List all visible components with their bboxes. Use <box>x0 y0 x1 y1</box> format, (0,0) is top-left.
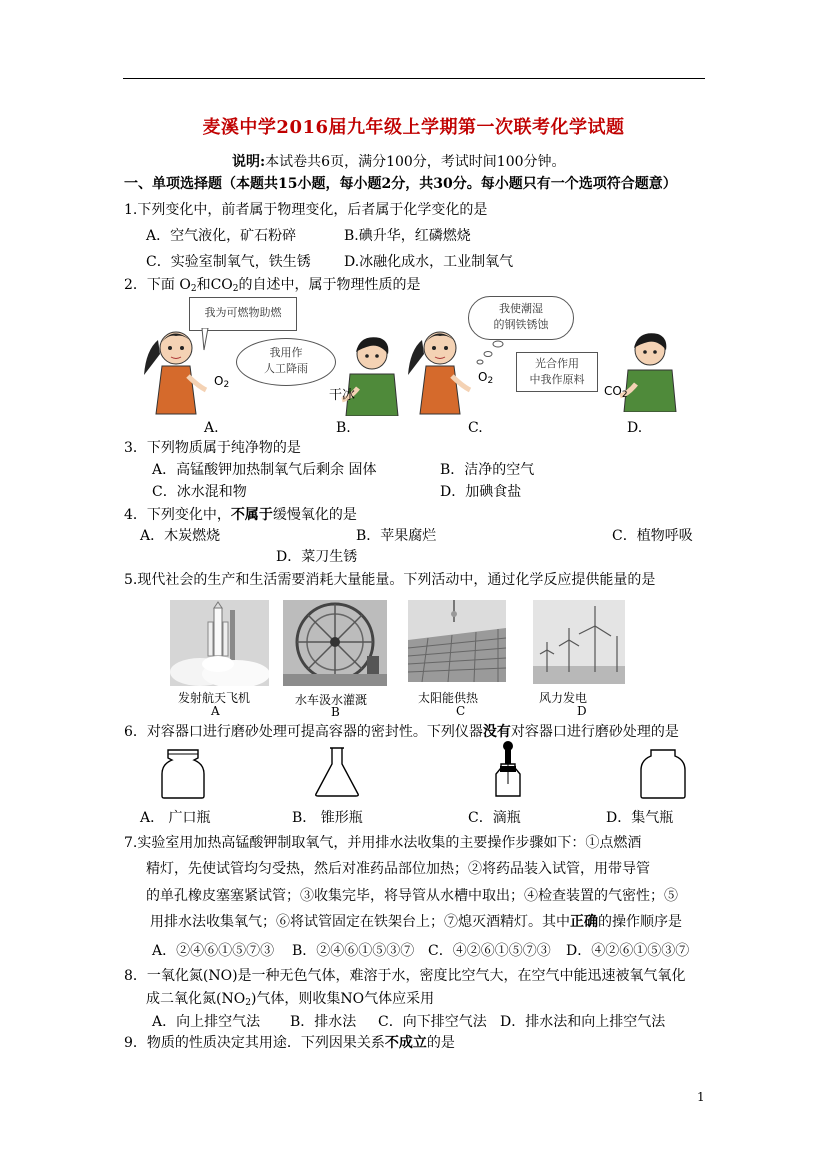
q2-bubble-d <box>516 352 598 392</box>
q7-line4 <box>150 911 682 931</box>
exam-note-text: 本试卷共6页，满分100分，考试时间100分钟。 <box>265 154 566 170</box>
q8-line2-pre: 成二氧化氮(NO <box>146 991 246 1007</box>
q5-caption-c: 太阳能供热 <box>418 691 479 705</box>
q5-caption-d: 风力发电 <box>539 691 588 705</box>
q2-girl-c-illustration <box>404 320 472 416</box>
q2-sub1: 2 <box>190 284 197 294</box>
q6-option-b: B． 锥形瓶 <box>292 810 363 826</box>
q2-bubble-d-line1: 光合作用 <box>535 357 579 370</box>
q6-stem-pre: 6．对容器口进行磨砂处理可提高容器的密封性。下列仪器 <box>124 724 483 740</box>
q3-stem: 3．下列物质属于纯净物的是 <box>124 440 301 456</box>
q2-bubble-a-text: 我为可燃物助燃 <box>204 306 282 319</box>
q1-option-d: D.冰融化成水，工业制氧气 <box>344 254 514 270</box>
section-heading: 一、单项选择题（本题共15小题，每小题2分，共30分。每小题只有一个选项符合题意） <box>124 176 677 192</box>
q2-label-a: A. <box>204 420 219 436</box>
q5-letter-b: B <box>331 705 340 719</box>
q2-tag-a-text: O <box>214 374 224 388</box>
q3-option-d: D．加碘食盐 <box>440 484 522 500</box>
q9-stem <box>124 1032 455 1052</box>
q9-stem-pre: 9．物质的性质决定其用途．下列因果关系 <box>124 1035 385 1051</box>
q5-letter-c: C <box>456 704 466 718</box>
q8-option-a: A．向上排空气法 <box>152 1014 261 1030</box>
page-number: 1 <box>697 1090 705 1104</box>
q2-bubble-b-line2: 人工降雨 <box>264 362 308 375</box>
q2-tag-a-sub: 2 <box>223 380 230 390</box>
q4-stem-post: 缓慢氧化的是 <box>272 507 357 523</box>
q7-line4-pre: 用排水法收集氧气；⑥将试管固定在铁架台上；⑦熄灭酒精灯。其中 <box>150 914 570 930</box>
q3-option-a: A．高锰酸钾加热制氧气后剩余 固体 <box>152 462 377 478</box>
q2-stem-pre: 2．下面 O <box>124 277 191 293</box>
q4-stem <box>124 504 357 524</box>
q6-stem-post: 对容器口进行磨砂处理的是 <box>510 724 679 740</box>
q2-tag-b: 干冰 <box>329 388 356 403</box>
q5-caption-a: 发射航天飞机 <box>178 691 251 705</box>
q6-option-a: A． 广口瓶 <box>140 810 211 826</box>
q5-letter-a: A <box>211 704 220 718</box>
page-title: 麦溪中学2016届九年级上学期第一次联考化学试题 <box>202 117 625 138</box>
q2-bubble-c-line2: 的钢铁锈蚀 <box>493 318 549 331</box>
q2-tag-d <box>604 384 628 400</box>
q2-tag-a <box>214 374 229 390</box>
q4-stem-bold: 不属于 <box>230 507 273 523</box>
q5-caption-b: 水车汲水灌溉 <box>295 693 368 707</box>
q2-tag-c-sub: 2 <box>487 376 494 386</box>
q2-boy-b-illustration <box>340 330 402 416</box>
exam-note-label: 说明: <box>232 154 266 170</box>
q7-line3: 的单孔橡皮塞塞紧试管；③收集完毕，将导管从水槽中取出；④检查装置的气密性；⑤ <box>146 888 678 904</box>
q4-option-a: A．木炭燃烧 <box>140 528 221 544</box>
q1-option-c: C．实验室制氧气，铁生锈 <box>146 254 311 270</box>
q8-line2-sub: 2 <box>245 998 251 1008</box>
q8-line2-post: )气体，则收集NO气体应采用 <box>250 991 435 1007</box>
q2-bubble-b-line1: 我用作 <box>269 346 303 359</box>
q2-label-b: B. <box>336 420 351 436</box>
q2-bubble-b <box>236 338 336 386</box>
q6-stem <box>124 721 679 741</box>
q7-line4-post: 的操作顺序是 <box>598 914 682 930</box>
q2-girl-a-illustration <box>140 320 208 416</box>
q9-stem-bold: 不成立 <box>384 1035 427 1051</box>
q8-option-d: D．排水法和向上排空气法 <box>500 1014 666 1030</box>
q2-tag-c <box>478 370 493 386</box>
q8-line1: 8．一氧化氮(NO)是一种无色气体，难溶于水，密度比空气大，在空气中能迅速被氧气氧化 <box>124 968 686 984</box>
q6-wide-mouth-bottle-drawing <box>158 748 208 800</box>
q7-line1: 7.实验室用加热高锰酸钾制取氧气，并用排水法收集的主要操作步骤如下：①点燃酒 <box>124 835 642 851</box>
q2-stem-mid: 和CO <box>196 277 233 293</box>
q2-stem-post: 的自述中，属于物理性质的是 <box>238 277 421 293</box>
q4-option-d: D．菜刀生锈 <box>276 549 358 565</box>
q4-option-b: B．苹果腐烂 <box>356 528 437 544</box>
q2-label-c: C. <box>468 420 483 436</box>
q6-option-d: D．集气瓶 <box>606 810 674 826</box>
q9-stem-post: 的是 <box>426 1035 455 1051</box>
q8-option-c: C．向下排空气法 <box>378 1014 487 1030</box>
q7-option-a: A．②④⑥①⑤⑦③ <box>152 943 275 959</box>
q7-line4-bold: 正确 <box>570 914 598 930</box>
q2-bubble-d-line2: 中我作原料 <box>529 373 585 386</box>
q6-stem-bold: 没有 <box>482 724 511 740</box>
q5-photo-shuttle <box>170 600 269 686</box>
q2-sub2: 2 <box>232 284 239 294</box>
q6-option-c: C．滴瓶 <box>468 810 521 826</box>
q7-option-c: C．④②⑥①⑤⑦③ <box>428 943 551 959</box>
q5-photo-waterwheel <box>283 600 387 686</box>
q4-stem-pre: 4．下列变化中， <box>124 507 231 523</box>
q8-line2 <box>146 988 434 1008</box>
q2-tag-d-sub: 2 <box>621 390 628 400</box>
q2-tag-c-text: O <box>478 370 488 384</box>
q3-option-b: B．洁净的空气 <box>440 462 535 478</box>
q2-label-d: D. <box>627 420 643 436</box>
q2-bubble-c <box>468 296 574 340</box>
q2-bubble-c-dots <box>470 336 510 366</box>
q6-erlenmeyer-flask-drawing <box>312 746 362 798</box>
q5-letter-d: D <box>577 704 587 718</box>
q2-bubble-c-line1: 我使潮湿 <box>499 302 543 315</box>
q6-dropper-bottle-drawing <box>488 740 528 800</box>
q5-stem: 5.现代社会的生产和生活需要消耗大量能量。下列活动中，通过化学反应提供能量的是 <box>124 572 656 588</box>
q5-photo-solar <box>408 600 506 682</box>
q5-photo-windfarm <box>533 600 625 684</box>
q6-gas-collecting-bottle-drawing <box>637 748 689 800</box>
q4-option-c: C．植物呼吸 <box>612 528 693 544</box>
q8-option-b: B．排水法 <box>290 1014 357 1030</box>
q2-tag-d-text: CO <box>604 384 622 398</box>
q3-option-c: C．冰水混和物 <box>152 484 247 500</box>
q1-option-b: B.碘升华，红磷燃烧 <box>344 228 471 244</box>
q7-option-b: B．②④⑥①⑤③⑦ <box>292 943 415 959</box>
q7-option-d: D．④②⑥①⑤③⑦ <box>566 943 690 959</box>
q1-option-a: A．空气液化，矿石粉碎 <box>146 228 297 244</box>
exam-note <box>232 151 566 171</box>
q7-line2: 精灯，先使试管均匀受热，然后对准药品部位加热；②将药品装入试管，用带导管 <box>146 861 650 877</box>
q2-stem <box>124 274 421 294</box>
header-rule <box>123 78 705 79</box>
q1-stem: 1.下列变化中，前者属于物理变化，后者属于化学变化的是 <box>124 202 488 218</box>
